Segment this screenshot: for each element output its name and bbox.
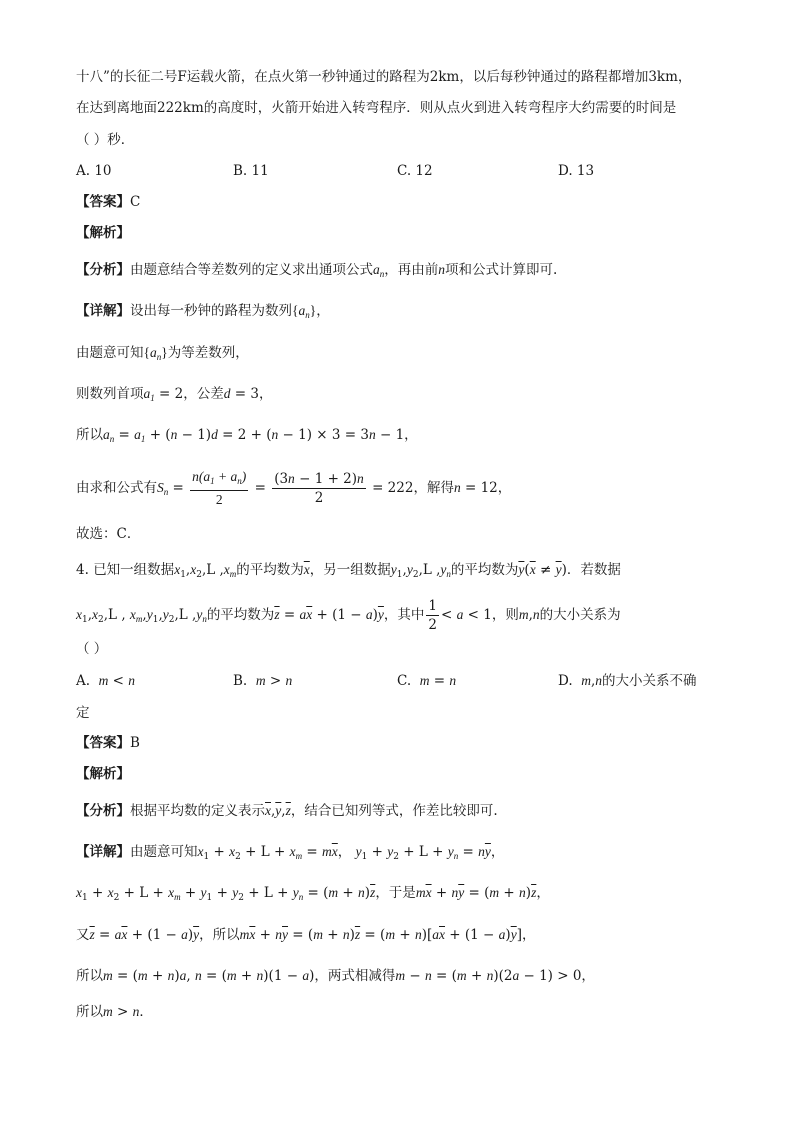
p4-d1-a: 由题意可知 xyxy=(130,844,198,860)
p4-l2-a: 的平均数为 xyxy=(206,607,275,623)
problem4-detail3: 又$\overline{z} = a\overline{x} + (1 - a)\overline{y}$，所以$m\overline{x} + n\overline{y} = (m + n)\overline{z} = (m + n)[a\overline{x} + (1 - a)\overline{y}]$， xyxy=(76,927,536,943)
problem3-answer xyxy=(76,193,140,211)
p4-answer-tag: 【答案】 xyxy=(76,735,130,751)
fenxi-mid: ，再由前 xyxy=(384,262,439,278)
problem4-analysis-tag: 【解析】 xyxy=(76,766,130,782)
p4-l1-e: ．若数据 xyxy=(566,562,621,578)
step1-text: 设出每一秒钟的路程为数列 xyxy=(130,303,292,319)
p4-l1-c: ，另一组数据 xyxy=(309,562,391,578)
p4-l2-d: 的大小关系为 xyxy=(539,607,621,623)
p4-option-c: C. m = n xyxy=(397,673,457,689)
p4-l1-a: 已知一组数据 xyxy=(93,562,175,578)
p4-d5-a: 所以 xyxy=(76,1004,103,1020)
problem4-answer xyxy=(76,734,140,752)
option-d: D. 13 xyxy=(558,163,595,179)
p4-option-d-cont: 定 xyxy=(76,705,90,721)
p4-d3-b: ，所以 xyxy=(199,927,240,943)
p4-option-a: A. m < n xyxy=(76,673,136,689)
problem4-detail5: 所以m > n． xyxy=(76,1004,153,1020)
problem3-line2: 在达到离地面222km的高度时，火箭开始进入转弯程序．则从点火到进入转弯程序大约需要的时间是 xyxy=(76,100,677,116)
p4-l1-b: 的平均数为 xyxy=(236,562,304,578)
problem3-analysis-tag: 【解析】 xyxy=(76,225,130,241)
option-c: C. 12 xyxy=(397,163,433,179)
problem3-fenxi: 【分析】由题意结合等差数列的定义求出通项公式$a_n$，再由前n项和公式计算即可. xyxy=(76,262,558,279)
problem3-step2: 由题意可知$\{a_n\}$为等差数列， xyxy=(76,345,249,362)
p4-answer-value: B xyxy=(130,735,140,751)
problem3-step5: 由求和公式有$S_n$ = $\frac{n(a_1 + a_n)}{2}$ = $\frac{(3n - 1 + 2)n}{2}$ = 222，解得n = 12， xyxy=(76,469,512,507)
step3-b: ，公差 xyxy=(183,386,224,402)
problem3-step1: 【详解】设出每一秒钟的路程为数列$\{a_n\}$， xyxy=(76,303,330,320)
p4-xiangjie-tag: 【详解】 xyxy=(76,844,130,860)
p4-d2-a: ，于是 xyxy=(375,885,416,901)
problem4-line3: （ ） xyxy=(76,641,108,657)
problem4-detail4: 所以m = (m + n)a, n = (m + n)(1 − a)，两式相减得m − n = (m + n)(2a − 1) > 0， xyxy=(76,968,595,984)
answer-tag: 【答案】 xyxy=(76,194,130,210)
step2-b: 为等差数列， xyxy=(167,345,249,361)
p4-fenxi-b: ，结合已知列等式，作差比较即可. xyxy=(290,803,498,819)
problem4-detail2: $x_1 + x_2 + L + x_m + y_1 + y_2 + L + y_n = (m + n)\overline{z}$，于是$m\overline{x} + n\overline{y} = (m + n)\overline{z}$， xyxy=(76,885,550,903)
step2-a: 由题意可知 xyxy=(76,345,144,361)
p4-fenxi-a: 根据平均数的定义表示 xyxy=(130,803,265,819)
step5-a: 由求和公式有 xyxy=(76,480,157,496)
p4-d4-b: ，两式相减得 xyxy=(314,968,396,984)
problem3-step3: 则数列首项$a_1 = 2$，公差d = 3， xyxy=(76,386,273,403)
answer-value: C xyxy=(130,194,141,210)
p4-d4-a: 所以 xyxy=(76,968,103,984)
p4-option-d: D. m,n的大小关系不确 xyxy=(558,673,697,689)
p4-option-b: B. m > n xyxy=(233,673,293,689)
problem4-detail1: 【详解】由题意可知$x_1 + x_2 + L + x_m = m\overline{x}$， $y_1 + y_2 + L + y_n = n\overline{y}$， xyxy=(76,844,505,862)
problem3-line1: 十八”的长征二号F运载火箭，在点火第一秒钟通过的路程为2km，以后每秒钟通过的路程都增加3km， xyxy=(76,69,692,85)
xiangjie-tag: 【详解】 xyxy=(76,303,130,319)
step4-a: 所以 xyxy=(76,427,103,443)
problem4-number: 4. xyxy=(76,562,89,578)
fenxi-tag: 【分析】 xyxy=(76,262,130,278)
option-b: B. 11 xyxy=(233,163,269,179)
step3-a: 则数列首项 xyxy=(76,386,144,402)
p4-d3-a: 又 xyxy=(76,927,90,943)
problem3-line3: （ ）秒． xyxy=(76,132,135,148)
p4-l2-c: ，则 xyxy=(491,607,519,623)
problem4-line1: 4. 已知一组数据$x_1,x_2,L$ $,x_m$的平均数为$\overline{x}$，另一组数据$y_1,y_2,L$ $,y_n$的平均数为$\overline{y}(\overline{x} \ne \overline{y})$．若数据 xyxy=(76,562,621,580)
option-a: A. 10 xyxy=(76,163,112,179)
problem4-fenxi: 【分析】根据平均数的定义表示$\overline{x},\overline{y},\overline{z}$，结合已知列等式，作差比较即可. xyxy=(76,803,498,819)
problem4-line2: $x_1,x_2,L$ , $x_m,y_1,y_2,L$ $,y_n$的平均数为$\overline{z} = a\overline{x} + (1 - a)\overline{y}$，其中 $\frac{1}{2}$ < a < 1，则m,n的大小关系为 xyxy=(76,598,621,633)
problem4-options xyxy=(76,672,716,690)
problem3-step4: 所以$a_n = a_1 + (n - 1)d = 2 + (n - 1) \times 3 = 3n - 1$， xyxy=(76,427,418,444)
fenxi-text: 由题意结合等差数列的定义求出通项公式 xyxy=(130,262,373,278)
p4-l2-b: ，其中 xyxy=(383,607,425,623)
p4-fenxi-tag: 【分析】 xyxy=(76,803,130,819)
step5-b: ，解得 xyxy=(413,480,454,496)
p4-l1-d: 的平均数为 xyxy=(450,562,519,578)
problem3-conclusion: 故选：C． xyxy=(76,526,141,542)
fenxi-end: 项和公式计算即可. xyxy=(445,262,558,278)
problem3-options xyxy=(76,162,716,180)
